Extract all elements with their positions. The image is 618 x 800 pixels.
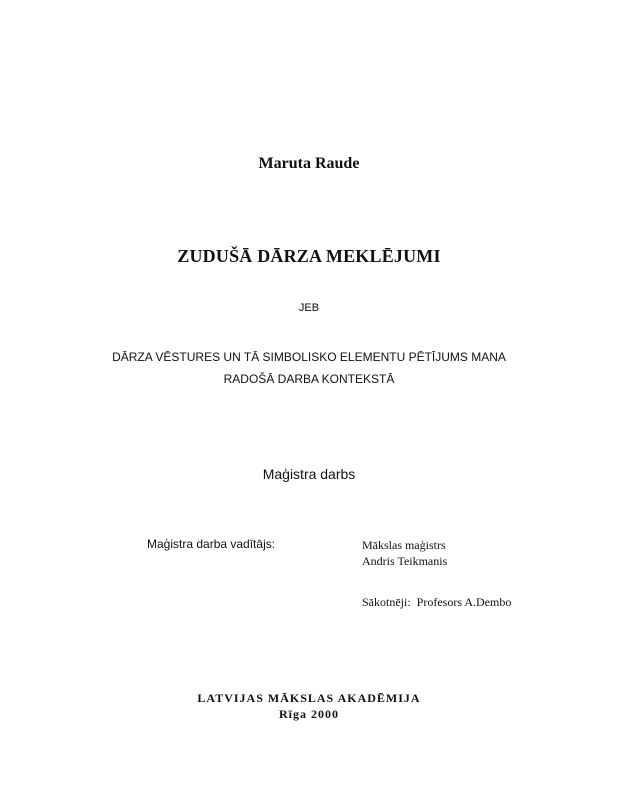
thesis-title: ZUDUŠĀ DĀRZA MEKLĒJUMI [177,246,441,266]
place-year: Rīga 2000 [279,707,339,721]
initial-supervisor [362,595,511,610]
initial-supervisor-label: Sākotnēji: [362,595,411,609]
institution-block [0,690,618,722]
thesis-subtitle [0,346,618,390]
subtitle-line-2: RADOŠĀ DARBA KONTEKSTĀ [223,372,395,386]
institution-name: LATVIJAS MĀKSLAS AKADĒMIJA [197,691,421,705]
supervisor-name: Andris Teikmanis [362,554,448,568]
author-name: Maruta Raude [258,155,360,172]
subtitle-line-1: DĀRZA VĒSTURES UN TĀ SIMBOLISKO ELEMENTU PĒTĪJUMS MANA [112,350,506,364]
supervisor-degree: Mākslas maģistrs [362,538,446,552]
supervisor-info [362,537,447,569]
work-type: Maģistra darbs [262,466,356,482]
supervisor-label: Maģistra darba vadītājs: [147,537,276,551]
initial-supervisor-value: Profesors A.Dembo [416,595,512,609]
title-connector: JEB [298,302,320,314]
